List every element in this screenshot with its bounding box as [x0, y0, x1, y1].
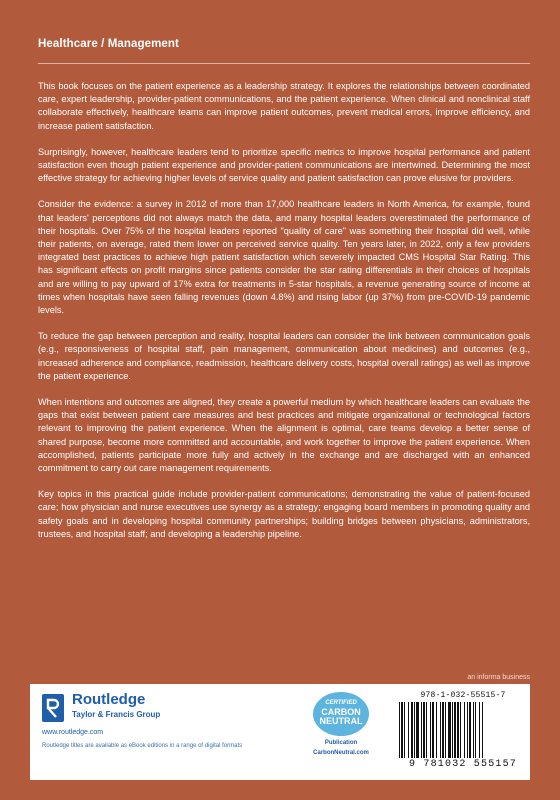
blurb-paragraph: Key topics in this practical guide include provider-patient communications; demonstrating the value of patient-focused care; how physician and nurse executives use synergy as a strategy; engaging board members in promoting quality and safety goals and in developing hospital community partnerships; building bridges between physicians, administrators, trustees, and hospital staff; and developing a leadership pipeline. [38, 489, 530, 539]
blurb-paragraph: This book focuses on the patient experience as a leadership strategy. It explores the relationships between coordinated care, expert leadership, provider-patient communications, and the patient experience. When clinical and nonclinical staff collaborate effectively, healthcare teams can improve patient outcomes, prevent medical errors, improve efficiency, and increase patient satisfaction. [38, 81, 530, 131]
blurb [38, 80, 530, 554]
carbon-certified-label: CERTIFIED [325, 700, 357, 706]
publisher-footer [30, 684, 530, 780]
barcode-bar [467, 702, 468, 758]
carbon-line-2: NEUTRAL [319, 716, 363, 726]
blurb-paragraph: Surprisingly, however, healthcare leaders tend to prioritize specific metrics to improve hospital performance and patient satisfaction even though patient experience and provider-patient communications are intertwined. Determining the most effective strategy for achieving higher levels of service quality and patient satisfaction can prove elusive for providers. [38, 146, 530, 184]
barcode-bar [426, 702, 427, 758]
barcode-bar [399, 702, 400, 758]
blurb-paragraph: When intentions and outcomes are aligned, they create a powerful medium by which healthcare leaders can evaluate the gaps that exist between patient care measures and best practices and mitigate organizational or technological factors relevant to improving the patient experience. When the alignment is optimal, care teams develop a better sense of shared purpose, become more committed and accountable, and work together to improve the patient experience. When accomplished, patients participate more fully and actively in the exchange and are discharged with an enhanced commitment to carry out care management requirements. [38, 397, 530, 474]
publisher-url: www.routledge.com [42, 729, 104, 736]
carbon-site-label: CarbonNeutral.com [313, 750, 369, 756]
ebook-note: Routledge titles are available as eBook editions in a range of digital formats [42, 743, 243, 749]
publisher-group: Taylor & Francis Group [72, 710, 161, 719]
barcode-bar [430, 702, 431, 758]
barcode-bar [479, 702, 480, 758]
barcode-bar [440, 702, 441, 758]
barcode-bar [414, 702, 415, 758]
barcode-bar [416, 702, 419, 758]
barcode-bar [442, 702, 444, 758]
barcode-bar [475, 702, 476, 758]
informa-tagline: an informa business [467, 674, 530, 681]
category-label: Healthcare / Management [38, 38, 179, 50]
header-divider [38, 63, 530, 64]
isbn-number: 978-1-032-55515-7 [420, 691, 506, 700]
carbon-neutral-label [298, 708, 384, 726]
isbn-digits: 9 781032 555157 [408, 759, 517, 770]
carbon-publication-label: Publication [324, 740, 358, 746]
barcode-bar [432, 702, 434, 758]
barcode-bar [460, 702, 461, 758]
barcode-bar [482, 702, 483, 758]
routledge-logo-icon [42, 694, 64, 722]
barcode-bar [421, 702, 422, 758]
barcode-bar [408, 702, 409, 758]
isbn-barcode [396, 689, 530, 775]
barcode-bar [464, 702, 465, 758]
blurb-paragraph: Consider the evidence: a survey in 2012 of more than 17,000 healthcare leaders in North America, for example, found that leaders' perceptions did not always match the data, and many hospital leaders overestimated the performance of their hospitals. Over 75% of the hospital leaders reported "quality of care" was something their hospital did well, while their patients, on average, rated them lower on perceived service quality. Ten years later, in 2022, only a few providers integrated best practices to achieve high patient satisfaction which severely impacted CMS Hospital Star Rating. This has significant effects on profit margins since patients consider the star rating differentials in their choices of hospitals and are willing to pay upward of 17% extra for treatments in 5-star hospitals, a revenue generating source of income at times when hospitals have seen falling revenues (down 4.8%) and rising labor (up 37%) from pre-COVID-19 pandemic levels. [38, 199, 530, 316]
publisher-name: Routledge [72, 691, 146, 708]
barcode-bar [445, 702, 446, 758]
barcode-bar [454, 702, 456, 758]
barcode-bar [423, 702, 425, 758]
barcode-bar [452, 702, 453, 758]
barcode-bar [457, 702, 459, 758]
barcode-bar [448, 702, 451, 758]
blurb-paragraph: To reduce the gap between perception and reality, hospital leaders can consider the link between communication goals (e.g., responsiveness of hospital staff, pain management, communication about medicines) and outcomes (e.g., increased adherence and compliance, readmission, healthcare delivery costs, hospital overall ratings) as well as improve the patient experience. [38, 331, 530, 381]
barcode-bar [436, 702, 437, 758]
barcode-bars [398, 702, 528, 758]
barcode-bar [404, 702, 405, 758]
barcode-bar [473, 702, 474, 758]
carbon-line-1: CARBON [321, 707, 361, 717]
carbon-neutral-badge [298, 692, 384, 774]
barcode-bar [401, 702, 403, 758]
barcode-bar [411, 702, 413, 758]
barcode-bar [469, 702, 471, 758]
